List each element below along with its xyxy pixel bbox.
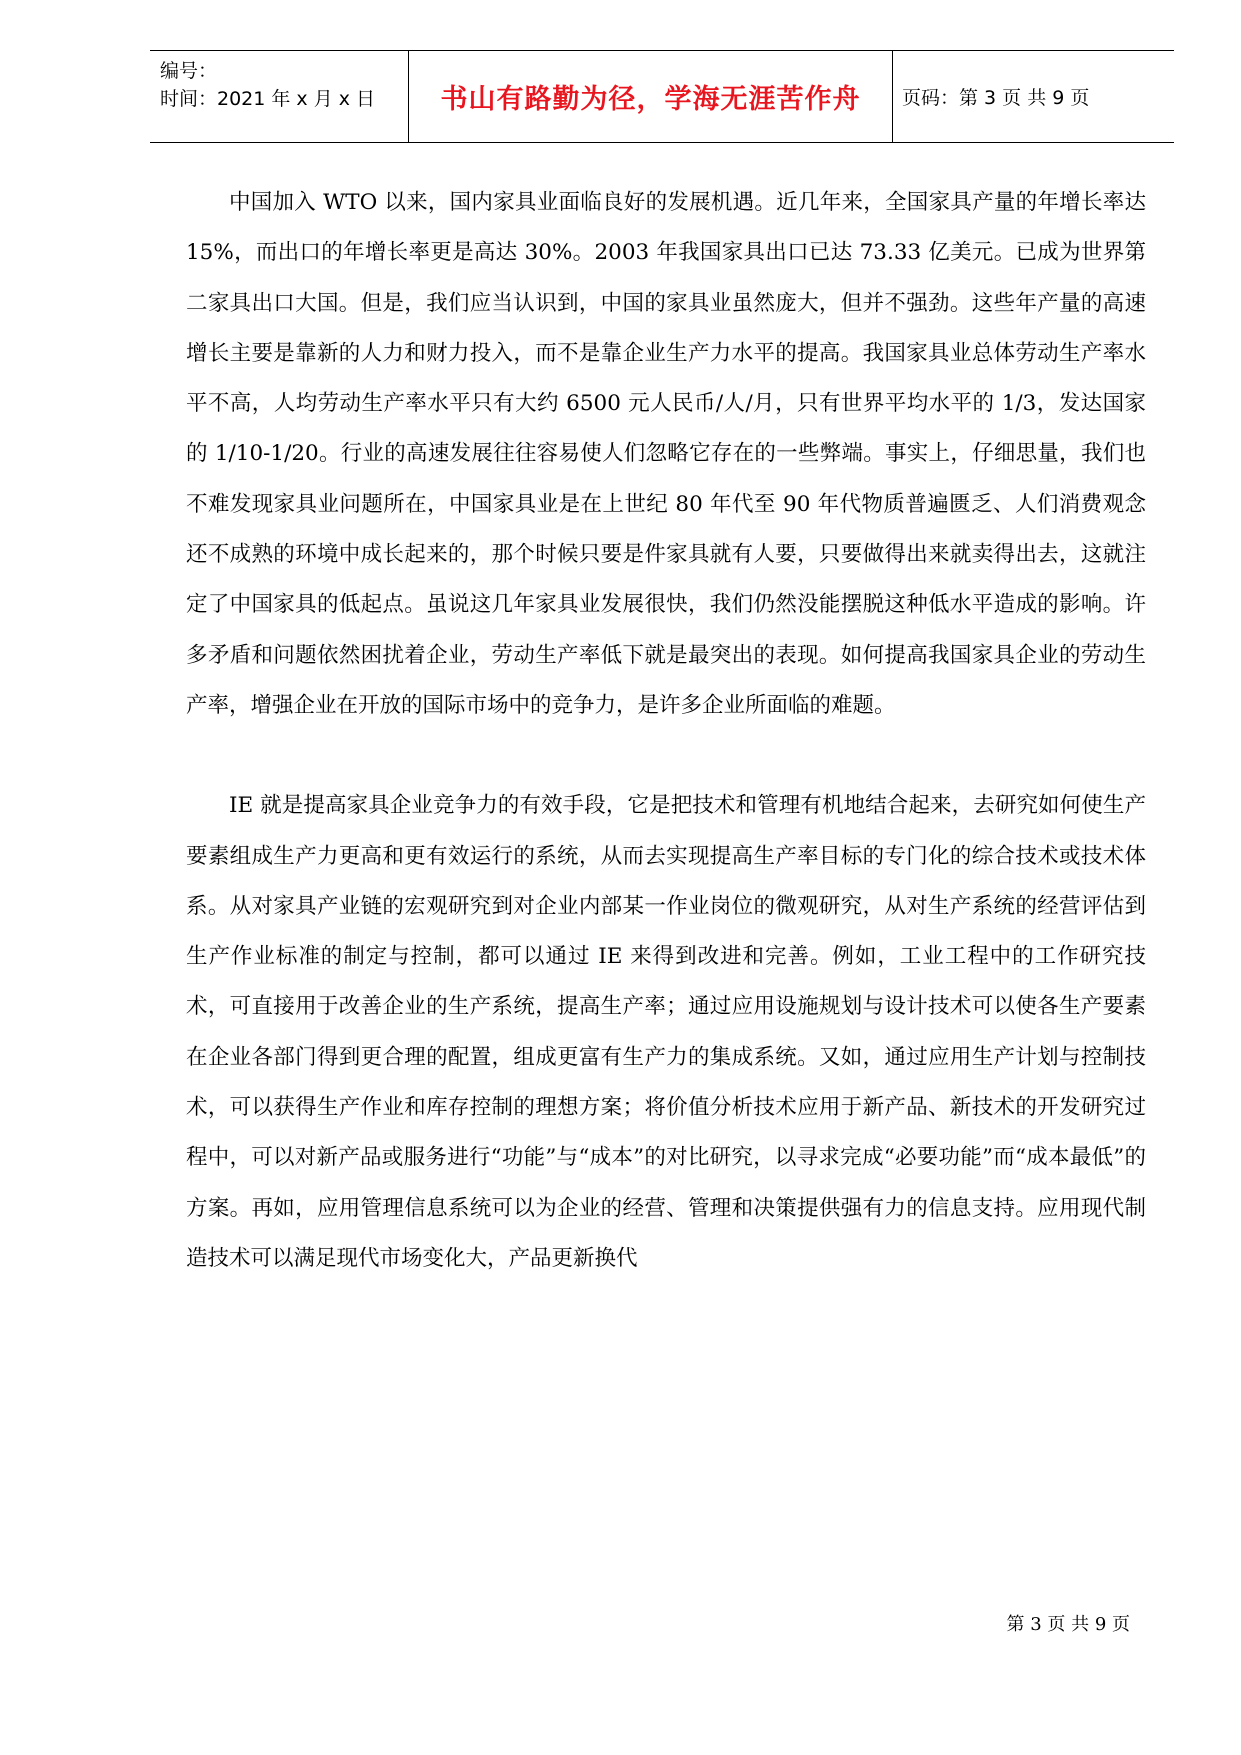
header-page-number: 页码：第 3 页 共 9 页: [902, 87, 1090, 109]
header-meta: [160, 57, 405, 113]
document-number-label: 编号：: [160, 60, 218, 82]
document-time-label: 时间：2021 年 x 月 x 日: [160, 88, 376, 110]
header-motto: 书山有路勤为径，学海无涯苦作舟: [440, 84, 861, 115]
body-paragraph: IE 就是提高家具企业竞争力的有效手段，它是把技术和管理有机地结合起来，去研究如何使生产要素组成生产力更高和更有效运行的系统，从而去实现提高生产率目标的专门化的综合技术或技术体系。从对家具产业链的宏观研究到对企业内部某一作业岗位的微观研究，从对生产系统的经营评估到生产作业标准的制定与控制，都可以通过 IE 来得到改进和完善。例如，工业工程中的工作研究技术，可直接用于改善企业的生产系统，提高生产率；通过应用设施规划与设计技术可以使各生产要素在企业各部门得到更合理的配置，组成更富有生产力的集成系统。又如，通过应用生产计划与控制技术，可以获得生产作业和库存控制的理想方案；将价值分析技术应用于新产品、新技术的开发研究过程中，可以对新产品或服务进行“功能”与“成本”的对比研究，以寻求完成“必要功能”而“成本最低”的方案。再如，应用管理信息系统可以为企业的经营、管理和决策提供强有力的信息支持。应用现代制造技术可以满足现代市场变化大，产品更新换代: [186, 793, 1146, 1271]
body-paragraph: 中国加入 WTO 以来，国内家具业面临良好的发展机遇。近几年来，全国家具产量的年增长率达 15%，而出口的年增长率更是高达 30%。2003 年我国家具出口已达 73.33 亿美元。已成为世界第二家具出口大国。但是，我们应当认识到，中国的家具业虽然庞大，但并不强劲。这些年产量的高速增长主要是靠新的人力和财力投入，而不是靠企业生产力水平的提高。我国家具业总体劳动生产率水平不高，人均劳动生产率水平只有大约 6500 元人民币/人/月，只有世界平均水平的 1/3，发达国家的 1/10-1/20。行业的高速发展往往容易使人们忽略它存在的一些弊端。事实上，仔细思量，我们也不难发现家具业问题所在，中国家具业是在上世纪 80 年代至 90 年代物质普遍匮乏、人们消费观念还不成熟的环境中成长起来的，那个时候只要是件家具就有人要，只要做得出来就卖得出去，这就注定了中国家具的低起点。虽说这几年家具业发展很快，我们仍然没能摆脱这种低水平造成的影响。许多矛盾和问题依然困扰着企业，劳动生产率低下就是最突出的表现。如何提高我国家具企业的劳动生产率，增强企业在开放的国际市场中的竞争力，是许多企业所面临的难题。: [186, 190, 1146, 718]
page-header: [150, 50, 1174, 143]
page-footer: 第 3 页 共 9 页: [1006, 1614, 1130, 1635]
document-body: [186, 178, 1146, 1284]
header-divider: [892, 51, 893, 142]
